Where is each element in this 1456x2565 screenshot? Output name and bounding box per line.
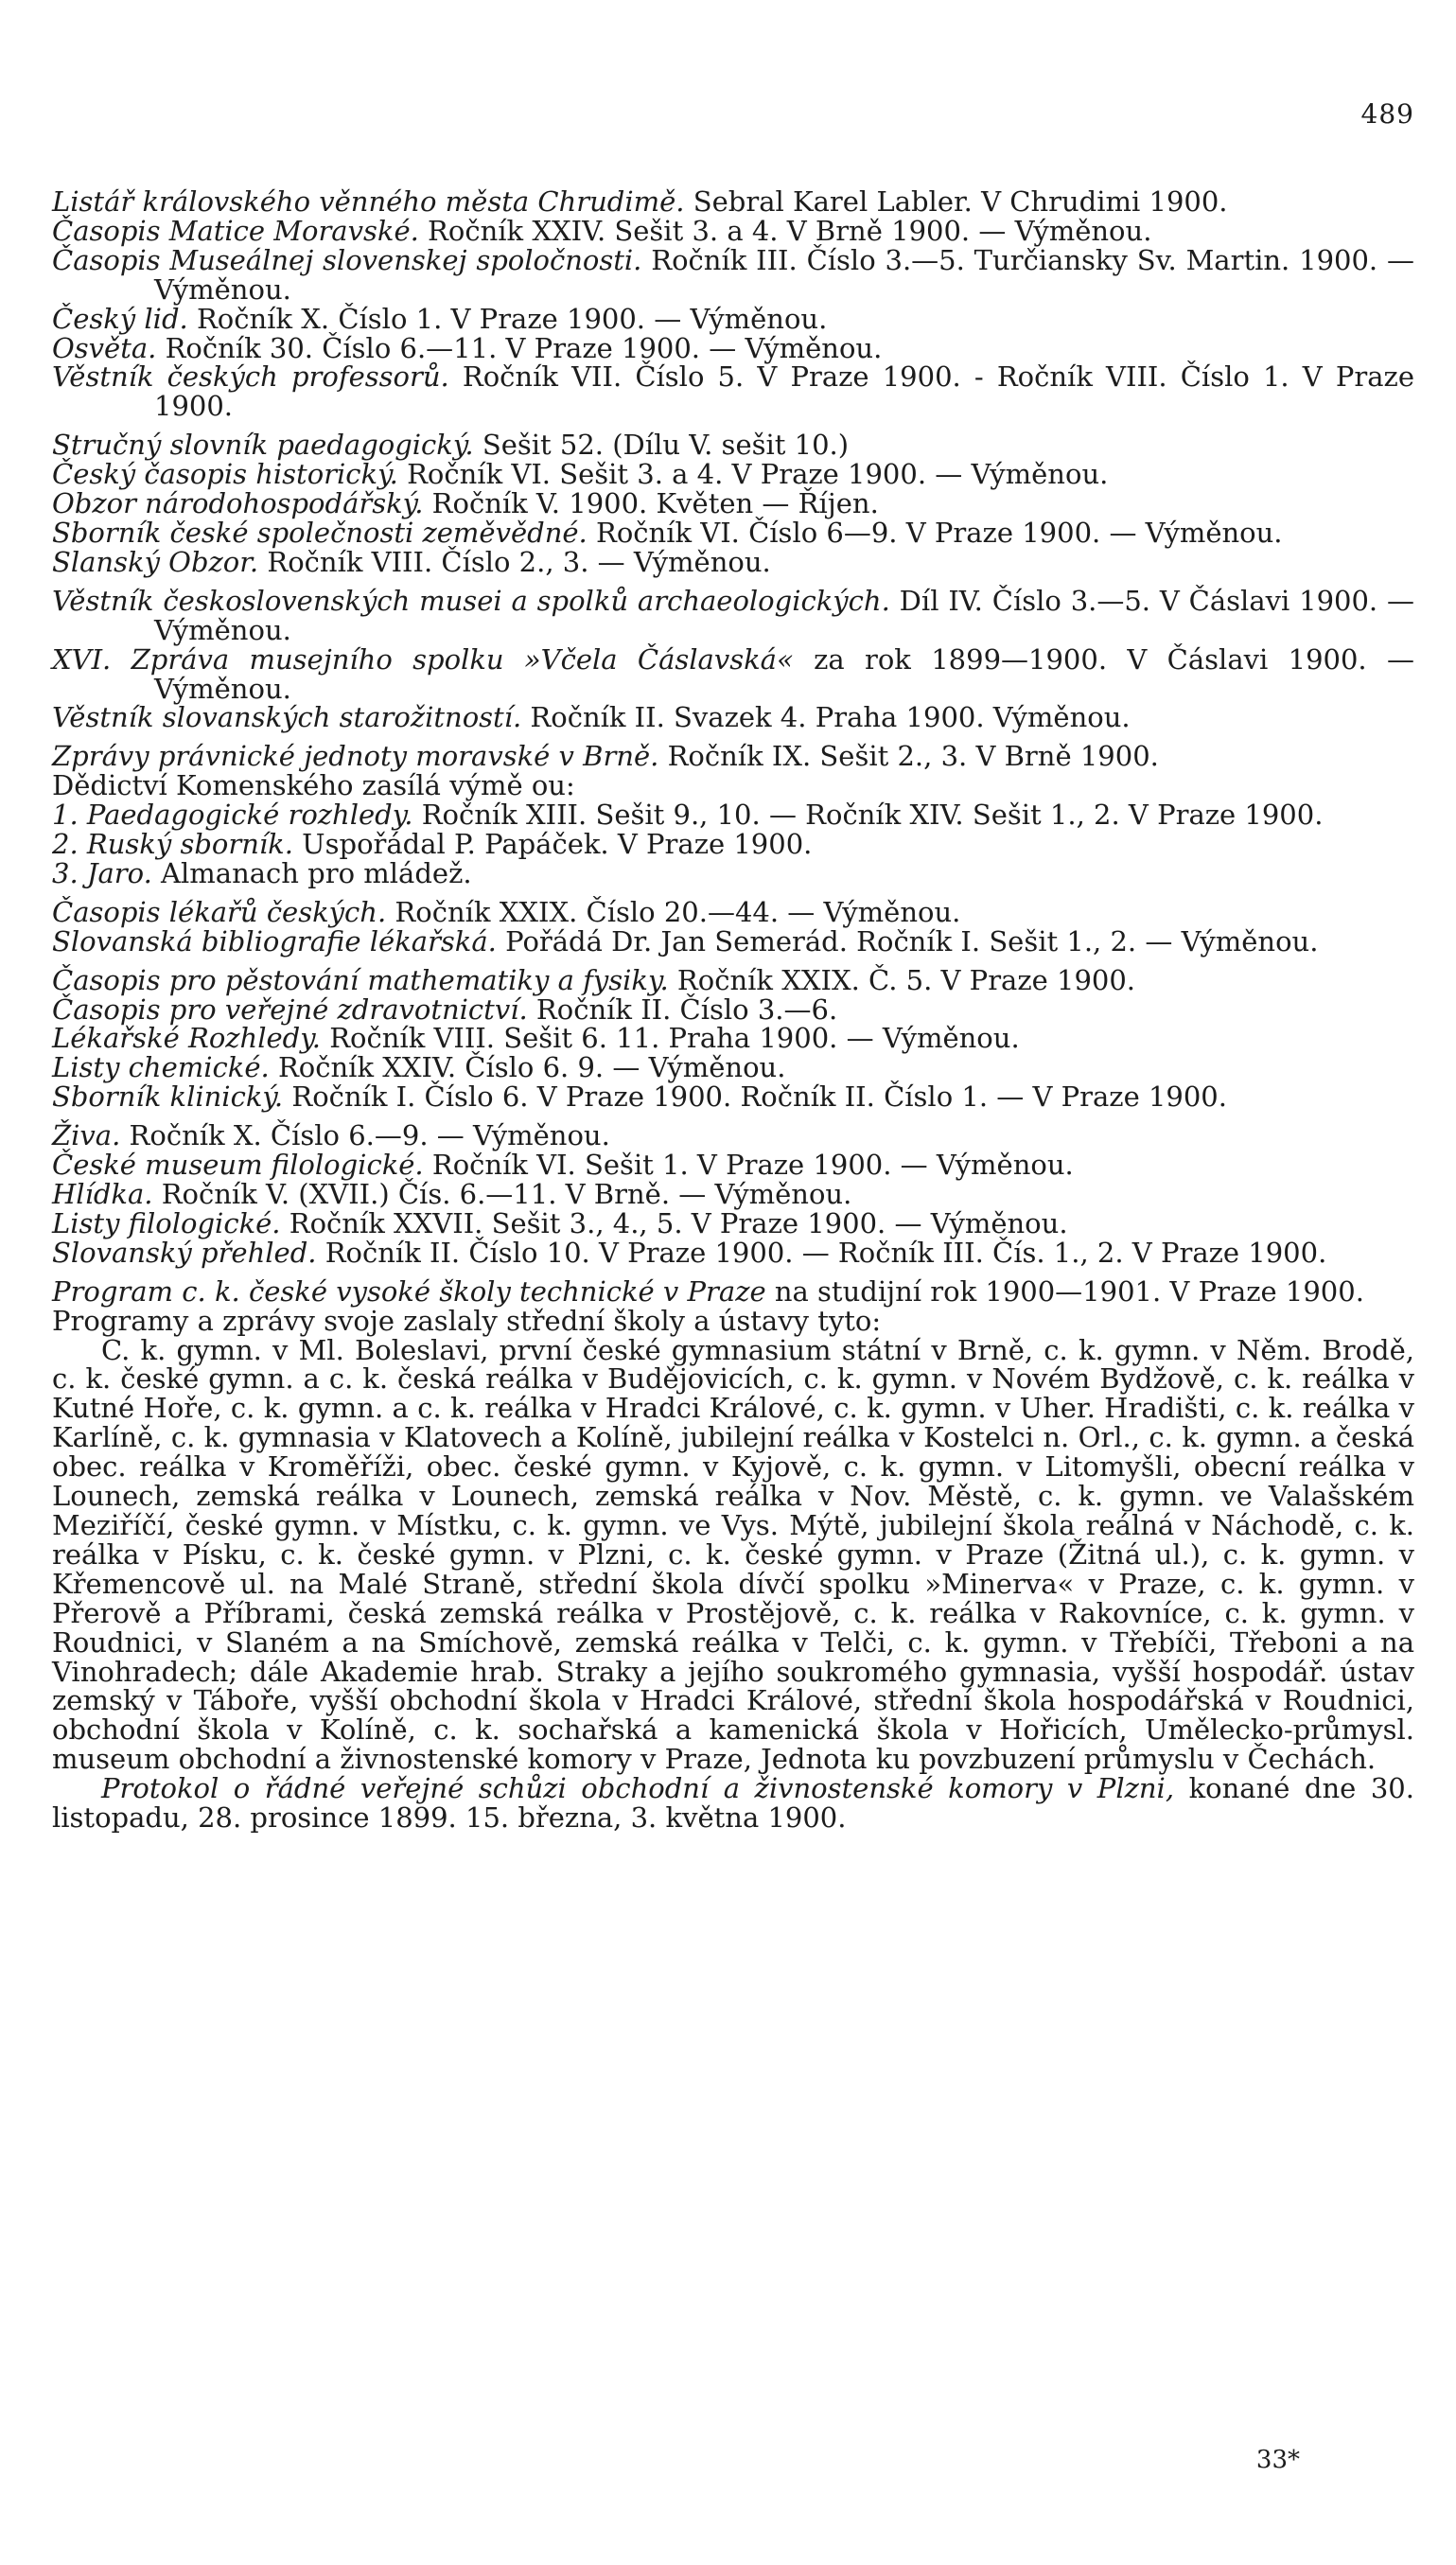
entry-details: Ročník II. Číslo 10. V Praze 1900. — Ročník III. Čís. 1., 2. V Praze 1900. [316,1236,1327,1269]
entry-details: Ročník XXIV. Sešit 3. a 4. V Brně 1900. — Výměnou. [418,214,1152,247]
protokol-entry [52,1774,1414,1833]
entry-title: Sborník klinický. [52,1080,284,1114]
protokol-title: Protokol o řádné veřejné schůzi obchodní a živnostenské komory v Plzni, [101,1772,1175,1805]
protokol-rest: konané dne 30. listopadu, 28. prosince 1899. 15. března, 3. května 1900. [52,1772,1414,1835]
entry-title: Slovanská bibliografie lékařská. [52,924,497,957]
bibliography-entry [52,924,1414,957]
programs-text: C. k. gymn. v Ml. Boleslavi, první české gymnasium státní v Brně, c. k. gymn. v Něm. Brodě, c. k. české gymn. a c. k. česká reálka v Budějovicích, c. k. gymn. v Novém Bydžově, c. k. reálka v Kutné Hoře, c. k. gymn. a c. k. reálka v Hradci Králové, c. k. gymn. v Uher. Hradišti, c. k. reálka v Karlíně, c. k. gymnasia v Klatovech a Kolíně, jubilejní reálka v Kostelci n. Orl., c. k. gymn. a česká obec. reálka v Kroměříži, obec. české gymn. v Kyjově, c. k. gymn. v Litomyšli, obecní reálka v Lounech, zemská reálka v Lounech, zemská reálka v Nov. Městě, c. k. gymn. ve Valašském Meziříčí, české gymn. v Místku, c. k. gymn. ve Vys. Mýtě, jubilejní škola reálná v Náchodě, c. k. reálka v Písku, c. k. české gymn. v Plzni, c. k. české gymn. v Praze (Žitná ul.), c. k. gymn. v Křemencově ul. na Malé Straně, střední škola dívčí spolku »Minerva« v Praze, c. k. gymn. v Přerově a Příbrami, česká zemská reálka v Prostějově, c. k. reálka v Rakovníce, c. k. gymn. v Roudnici, v Slaném a na Smíchově, zemská reálka v Telči, c. k. gymn. v Třebíči, Třeboni a na Vinohradech; dále Akademie hrab. Straky a jejího soukromého gymnasia, vyšší hospodář. ústav zemský v Táboře, vyšší obchodní škola v Hradci Králové, střední škola hospodářská v Roudnici, obchodní škola v Kolíně, c. k. sochařská a kamenická škola v Hořicích, Umělecko-průmysl. museum obchodní a živnostenské komory v Praze, Jednota ku povzbuzení průmyslu v Čechách. [52,1333,1414,1776]
bibliography-entry [52,1082,1414,1112]
entry-details: Ročník XXIV. Číslo 6. 9. — Výměnou. [269,1051,786,1084]
page-body [52,187,1414,1833]
bibliography-entry [52,362,1414,421]
entry-title: Obzor národohospodářský. [52,487,424,520]
entry-details: Ročník I. Číslo 6. V Praze 1900. Ročník II. Číslo 1. — V Praze 1900. [283,1080,1227,1114]
entry-details: Ročník VI. Sešit 1. V Praze 1900. — Výměnou. [423,1149,1074,1182]
entry-title: Časopis pro veřejné zdravotnictví. [52,993,528,1026]
entry-details: Ročník II. Svazek 4. Praha 1900. Výměnou. [521,701,1131,734]
entry-details: za rok 1899—1900. V Čáslavi 1900. — Výměnou. [154,642,1414,705]
entry-title: Stručný slovník paedagogický. [52,429,474,462]
entry-title: Listář královského věnného města Chrudimě. [52,185,685,218]
entry-details: Ročník XXVII. Sešit 3., 4., 5. V Praze 1900. — Výměnou. [280,1206,1068,1239]
entry-details: Ročník VIII. Sešit 6. 11. Praha 1900. — Výměnou. [320,1022,1020,1055]
entry-title: 1. Paedagogické rozhledy. [52,799,413,832]
bibliography-entry [52,243,1414,306]
entry-details: Sešit 52. (Dílu V. sešit 10.) [473,429,850,462]
bibliography-entry [52,1206,1414,1239]
entry-details: Ročník X. Číslo 6.—9. — Výměnou. [120,1119,610,1152]
entry-details: Ročník VIII. Číslo 2., 3. — Výměnou. [258,545,771,578]
bibliography-entry [52,489,1414,518]
bibliography-entry [52,331,1414,364]
entry-details: Ročník XXIX. Č. 5. V Praze 1900. [668,963,1136,996]
bibliography-entry [52,187,1414,217]
entry-details: Ročník VII. Číslo 5. V Praze 1900. - Ročník VIII. Číslo 1. V Praze 1900. [154,360,1414,423]
entry-details: Pořádá Dr. Jan Semerád. Ročník I. Sešit 1., 2. — Výměnou. [496,924,1319,957]
printer-signature: 33* [1255,2446,1300,2474]
entry-details: Ročník V. 1900. Květen — Říjen. [423,487,879,520]
entry-title: Listy filologické. [52,1206,281,1239]
entry-title: Věstník českých professorů. [52,360,449,394]
bibliography-entry [52,895,1414,928]
entry-details: Ročník VI. Číslo 6—9. V Praze 1900. — Výměnou. [587,516,1283,549]
bibliography-entry [52,430,1414,460]
bibliography-entry [52,518,1414,548]
bibliography-entry [52,963,1414,996]
entry-title: Slanský Obzor. [52,545,259,578]
entry-title: 2. Ruský sborník. [52,828,293,861]
entry-details: Ročník V. (XVII.) Čís. 6.—11. V Brně. — Výměnou. [152,1178,852,1210]
entry-details: Ročník XIII. Sešit 9., 10. — Ročník XIV. Sešit 1., 2. V Praze 1900. [412,799,1324,832]
entry-title: Časopis pro pěstování mathematiky a fysiky. [52,963,669,996]
entry-title: Věstník československých musei a spolků archaeologických. [52,584,890,617]
bibliography-entry [52,1180,1414,1209]
bibliography-entry [52,830,1414,859]
entry-title: 3. Jaro. [52,856,152,889]
entry-title: Časopis Museálnej slovenskej spoločnosti. [52,243,642,276]
entry-details: Ročník XXIX. Číslo 20.—44. — Výměnou. [386,895,961,928]
entry-details: Ročník X. Číslo 1. V Praze 1900. — Výměnou. [187,302,828,335]
page-number: 489 [1360,98,1414,130]
entry-title: Zprávy právnické jednoty moravské v Brně. [52,740,659,773]
entry-title: Český časopis historický. [52,458,398,491]
bibliography-entry [52,584,1415,646]
entry-details: Ročník IX. Sešit 2., 3. V Brně 1900. [658,740,1159,773]
entry-details: Sebral Karel Labler. V Chrudimi 1900. [684,185,1228,218]
periodicals-list [52,187,1414,1307]
bibliography-entry [52,460,1414,489]
entry-details: Almanach pro mládež. [151,856,472,889]
bibliography-entry [52,214,1414,247]
entry-title: České museum filologické. [52,1149,424,1182]
entry-title: Osvěta. [52,331,157,364]
bibliography-entry [52,800,1414,830]
bibliography-entry [52,771,1414,800]
entry-details: Dědictví Komenského zasílá výmě ou: [52,769,575,802]
entry-details: Ročník VI. Sešit 3. a 4. V Praze 1900. — Výměnou. [397,458,1109,491]
bibliography-entry [52,995,1414,1025]
entry-title: Lékařské Rozhledy. [52,1022,321,1055]
entry-details: Ročník III. Číslo 3.—5. Turčiansky Sv. Martin. 1900. — Výměnou. [154,243,1414,306]
bibliography-entry [52,1024,1414,1053]
entry-title: Časopis Matice Moravské. [52,214,419,247]
bibliography-entry [52,302,1414,335]
bibliography-entry [52,856,1414,889]
bibliography-entry [52,742,1414,771]
entry-title: Sborník české společnosti zeměvědné. [52,516,588,549]
entry-details: Ročník II. Číslo 3.—6. [527,993,838,1026]
entry-title: Hlídka. [52,1178,153,1210]
entry-details: Díl IV. Číslo 3.—5. V Čáslavi 1900. — Výměnou. [154,584,1415,646]
entry-title: XVI. Zpráva musejního spolku »Včela Čáslavská« [52,642,794,676]
bibliography-entry [52,545,1414,578]
entry-details: Ročník 30. Číslo 6.—11. V Praze 1900. — Výměnou. [156,331,883,364]
programs-heading: Programy a zprávy svoje zaslaly střední školy a ústavy tyto: [52,1304,882,1337]
bibliography-entry [52,703,1414,732]
bibliography-entry [52,1121,1414,1151]
bibliography-entry [52,1236,1414,1269]
entry-title: Časopis lékařů českých. [52,895,387,928]
entry-title: Program c. k. české vysoké školy technické v Praze [52,1274,766,1308]
entry-title: Český lid. [52,302,188,335]
bibliography-entry [52,642,1414,705]
entry-title: Slovanský přehled. [52,1236,317,1269]
entry-title: Věstník slovanských starožitností. [52,701,522,734]
entry-details: Uspořádal P. Papáček. V Praze 1900. [292,828,813,861]
bibliography-entry [52,1151,1414,1180]
entry-details: na studijní rok 1900—1901. V Praze 1900. [765,1274,1364,1308]
bibliography-entry [52,1274,1414,1308]
entry-title: Listy chemické. [52,1051,270,1084]
bibliography-entry [52,1053,1414,1082]
entry-title: Živa. [52,1119,121,1152]
